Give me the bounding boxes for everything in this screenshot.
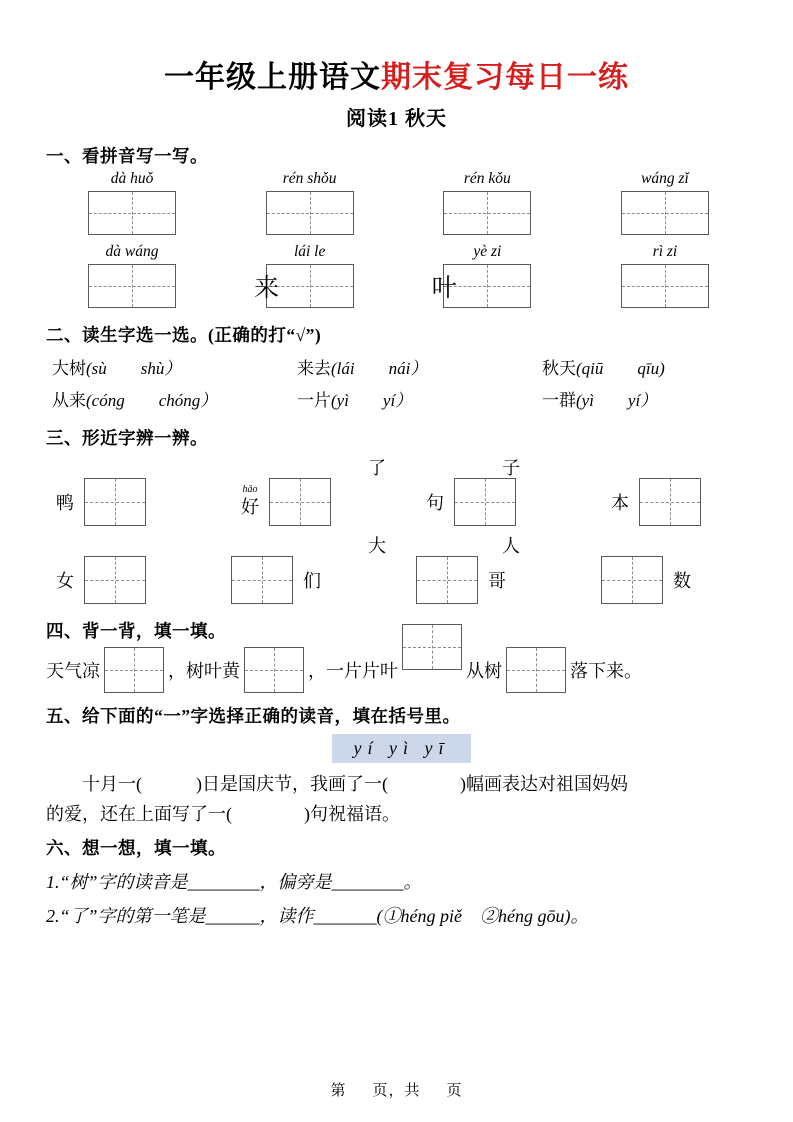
section-6-line-2: 2.“了”字的第一笔是______，读作_______(①héng piě ②héng gōu)。 xyxy=(46,906,589,926)
char-pair xyxy=(416,478,601,526)
char-pair xyxy=(601,478,701,526)
section-6-line-1: 1.“树”字的读音是________，偏旁是________。 xyxy=(46,872,422,892)
choice-word: 一片 xyxy=(297,391,331,410)
tianzige-box[interactable] xyxy=(266,191,354,235)
tianzige-box[interactable] xyxy=(88,191,176,235)
footer-middle: 页，共 xyxy=(372,1083,421,1099)
written-character: 叶 xyxy=(431,275,457,302)
tianzige-box[interactable] xyxy=(639,478,701,526)
section-5-line-1: 十月一( )日是国庆节，我画了一( )幅画表达对祖国妈妈 xyxy=(82,774,628,794)
sentence-part: 落下来。 xyxy=(570,661,642,681)
sentence-part: ，树叶黄 xyxy=(168,661,240,681)
char-pair xyxy=(46,478,231,526)
tianzige-box[interactable] xyxy=(84,478,146,526)
pinyin-write-cell xyxy=(68,170,196,235)
sentence-part: 从树 xyxy=(466,661,502,681)
pinyin-write-cell xyxy=(246,170,374,235)
pinyin-choice-bar xyxy=(46,734,747,763)
section-4-heading: 四、背一背，填一填。 xyxy=(46,621,226,641)
title-black-part: 一年级上册语文 xyxy=(164,61,381,94)
mid-label: 大 xyxy=(368,536,386,556)
choice-item[interactable] xyxy=(52,386,297,411)
choice-options: (yì yí） xyxy=(331,391,413,410)
tianzige-box[interactable] xyxy=(402,624,462,670)
char-label: 句 xyxy=(426,493,444,513)
footer-suffix: 页 xyxy=(446,1083,463,1099)
pinyin-write-cell xyxy=(68,243,196,308)
section-3-mid-labels xyxy=(46,532,747,554)
pinyin-write-cell xyxy=(423,170,551,235)
char-label-text: 好 xyxy=(241,497,259,517)
pinyin-label: rén shǒu xyxy=(282,170,337,187)
section-3-row-1 xyxy=(46,478,747,526)
char-pair xyxy=(416,556,601,604)
char-label: 本 xyxy=(611,493,629,513)
section-6-heading: 六、想一想，填一填。 xyxy=(46,838,226,858)
pinyin-write-cell xyxy=(601,170,729,235)
section-5-heading: 五、给下面的“一”字选择正确的读音，填在括号里。 xyxy=(46,706,461,726)
tianzige-box[interactable] xyxy=(231,556,293,604)
section-1-heading: 一、看拼音写一写。 xyxy=(46,146,208,166)
tianzige-box[interactable] xyxy=(416,556,478,604)
pinyin-choice-options[interactable]: yí yì yī xyxy=(332,734,472,763)
pinyin-label: dà huǒ xyxy=(110,170,154,187)
mid-label: 人 xyxy=(502,536,520,556)
choice-options: (sù shù） xyxy=(86,359,182,378)
pinyin-label: lái le xyxy=(293,243,326,260)
pinyin-write-cell xyxy=(423,243,551,308)
footer-prefix: 第 xyxy=(330,1083,347,1099)
section-4-sentence xyxy=(46,647,747,693)
section-2-heading: 二、读生字选一选。(正确的打“√”) xyxy=(46,325,322,345)
pinyin-label: yè zi xyxy=(473,243,502,260)
section-1-row-2 xyxy=(46,243,747,308)
section-2-row-1 xyxy=(46,354,747,379)
tianzige-box[interactable] xyxy=(88,264,176,308)
choice-options: (yì yí） xyxy=(576,391,658,410)
choice-item[interactable] xyxy=(542,386,657,411)
section-3-top-labels xyxy=(46,454,747,476)
choice-word: 来去 xyxy=(297,359,331,378)
sentence-part: 天气凉 xyxy=(46,661,100,681)
ruby-pinyin: hǎo xyxy=(242,484,258,495)
char-label xyxy=(231,485,269,519)
tianzige-box[interactable] xyxy=(104,647,164,693)
choice-word: 一群 xyxy=(542,391,576,410)
choice-options: (lái nái） xyxy=(331,359,428,378)
char-label: 哥 xyxy=(488,571,506,591)
choice-item[interactable] xyxy=(542,354,665,379)
choice-word: 秋天 xyxy=(542,359,576,378)
choice-item[interactable] xyxy=(52,354,297,379)
tianzige-box[interactable] xyxy=(621,191,709,235)
char-pair xyxy=(231,478,416,526)
choice-word: 从来 xyxy=(52,391,86,410)
choice-options: (qiū qīu) xyxy=(576,359,665,378)
written-character: 来 xyxy=(254,275,280,302)
pinyin-write-cell xyxy=(601,243,729,308)
pinyin-label: rén kǒu xyxy=(463,170,511,187)
char-label: 们 xyxy=(303,571,321,591)
char-label: 女 xyxy=(56,571,74,591)
tianzige-box[interactable] xyxy=(601,556,663,604)
pinyin-label: wáng zǐ xyxy=(641,170,689,187)
top-label: 了 xyxy=(368,458,386,478)
tianzige-box[interactable] xyxy=(454,478,516,526)
page-title xyxy=(46,52,747,96)
section-1-row-1 xyxy=(46,170,747,235)
section-3-body xyxy=(46,454,747,604)
pinyin-label: rì zi xyxy=(652,243,678,260)
section-5-body xyxy=(46,769,747,829)
char-label: 鸭 xyxy=(56,493,74,513)
char-pair xyxy=(601,556,701,604)
top-label: 子 xyxy=(502,458,520,478)
tianzige-box[interactable] xyxy=(443,191,531,235)
tianzige-box[interactable] xyxy=(244,647,304,693)
tianzige-box-filled[interactable] xyxy=(254,264,354,308)
char-pair xyxy=(231,556,416,604)
tianzige-box[interactable] xyxy=(621,264,709,308)
tianzige-box[interactable] xyxy=(506,647,566,693)
choice-item[interactable] xyxy=(297,386,542,411)
section-2-row-2 xyxy=(46,386,747,411)
section-5-line-2: 的爱，还在上面写了一( )句祝福语。 xyxy=(46,804,400,824)
sentence-part: ，一片片叶 xyxy=(308,661,398,681)
pinyin-label: dà wáng xyxy=(105,243,159,260)
tianzige-box[interactable] xyxy=(84,556,146,604)
section-3-heading: 三、形近字辨一辨。 xyxy=(46,428,208,448)
pinyin-write-cell xyxy=(246,243,374,308)
tianzige-box[interactable] xyxy=(269,478,331,526)
title-red-part: 期末复习每日一练 xyxy=(381,61,629,94)
page-subtitle: 阅读1 秋天 xyxy=(346,108,447,130)
tianzige-box-filled[interactable] xyxy=(431,264,531,308)
char-pair xyxy=(46,556,231,604)
section-3-row-2 xyxy=(46,556,747,604)
choice-word: 大树 xyxy=(52,359,86,378)
choice-options: (cóng chóng） xyxy=(86,391,218,410)
page-footer xyxy=(0,1079,793,1100)
choice-item[interactable] xyxy=(297,354,542,379)
char-label: 数 xyxy=(673,571,691,591)
